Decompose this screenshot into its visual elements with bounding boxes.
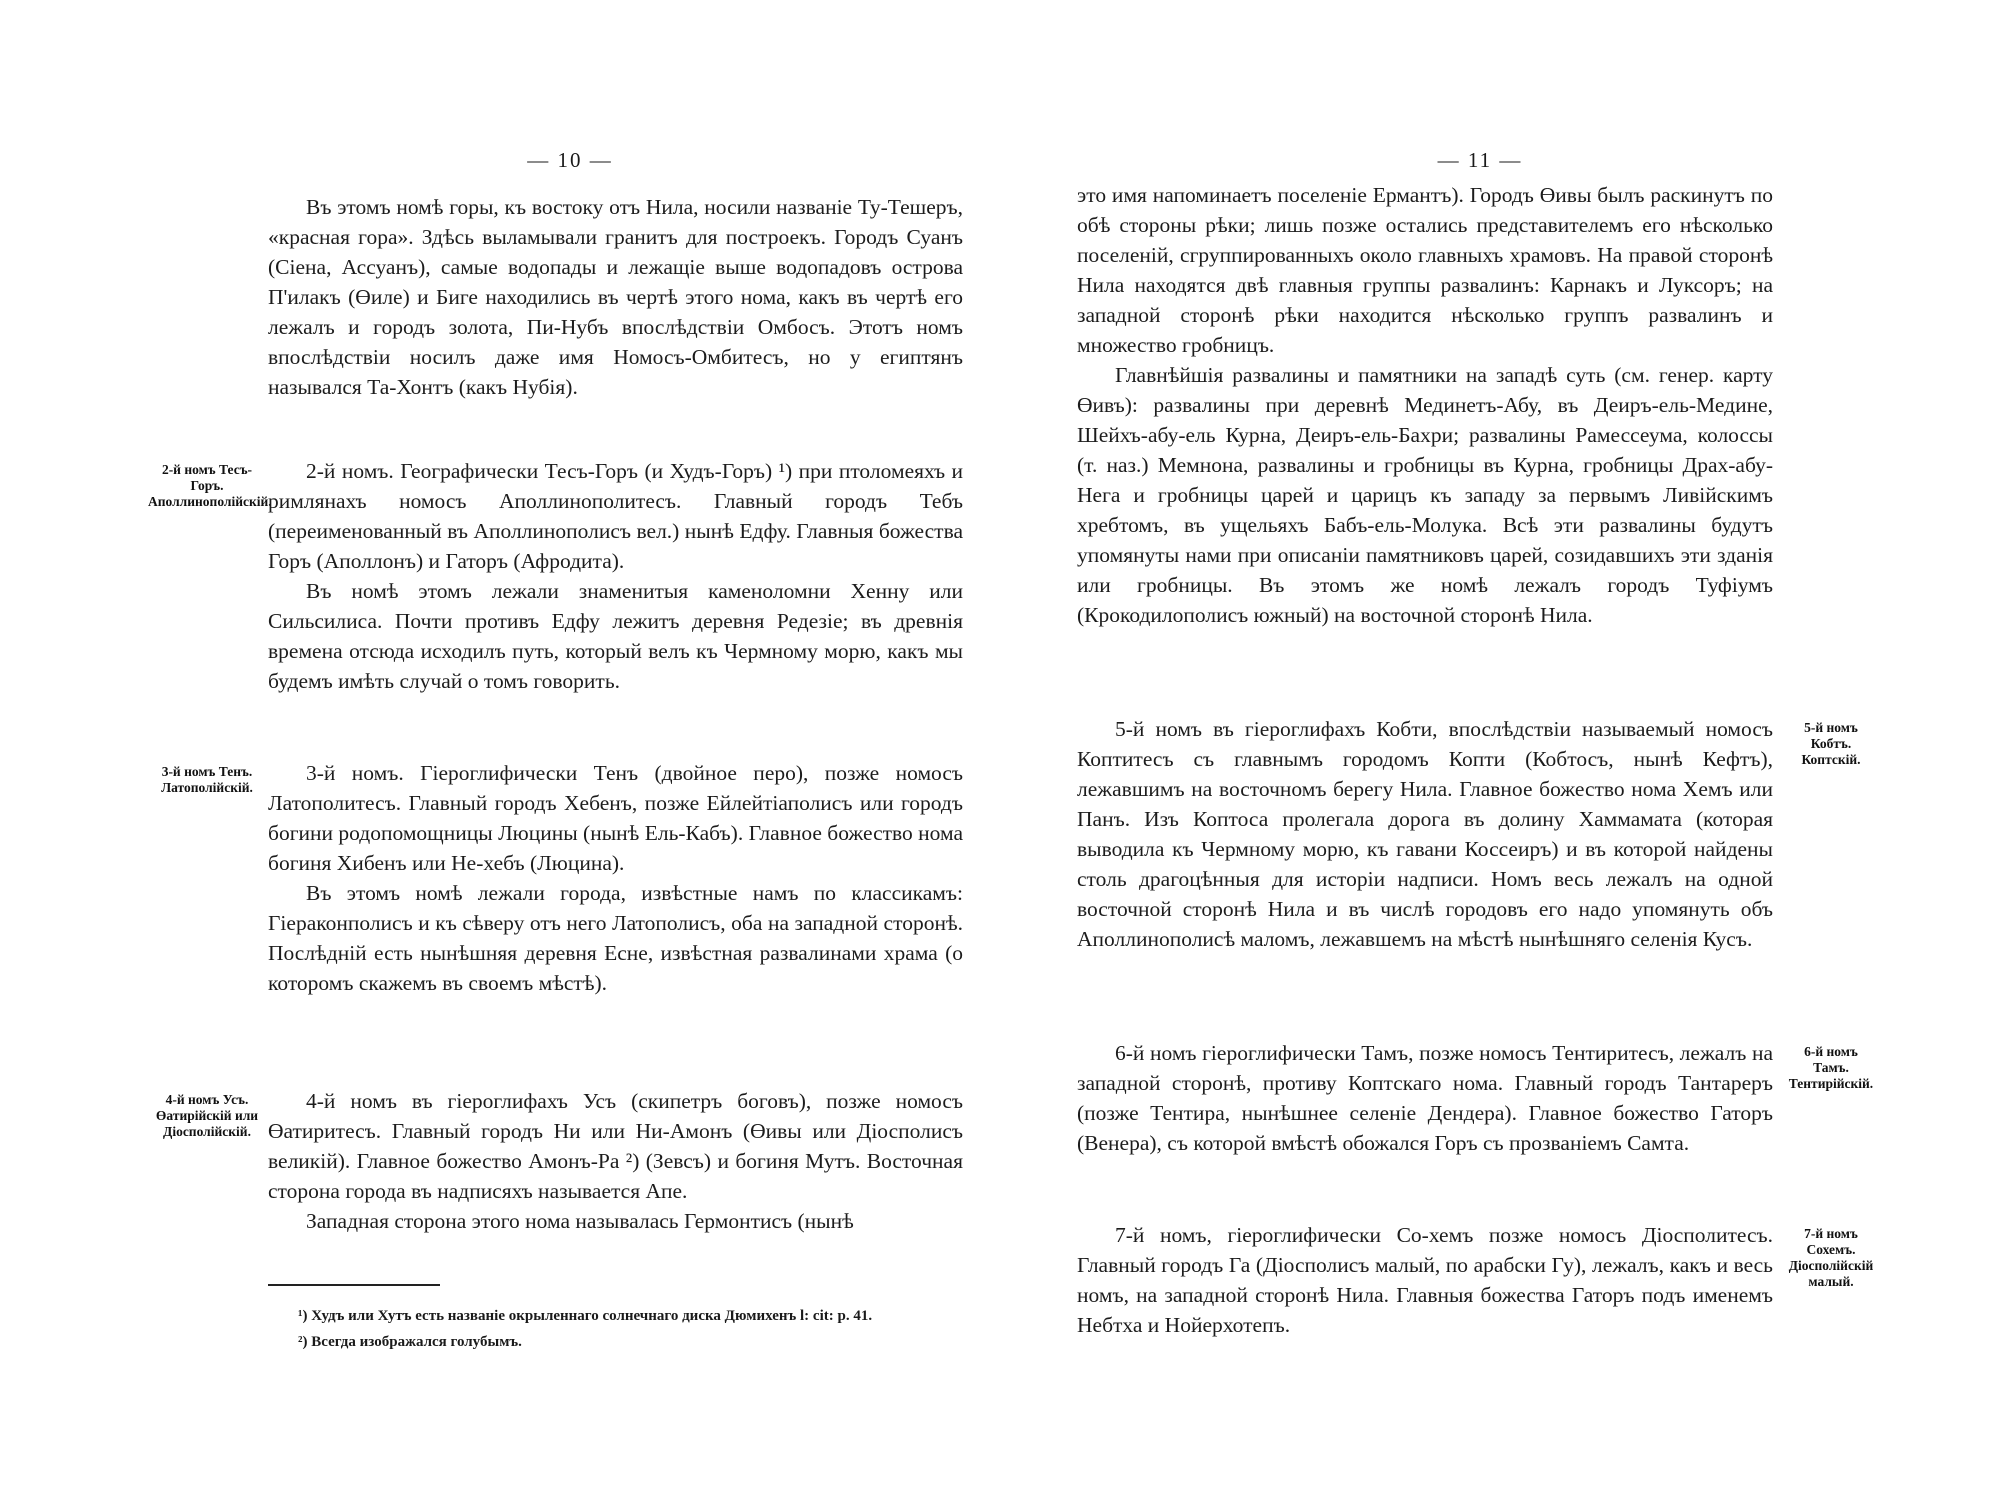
left-section-nome-2 (268, 456, 963, 696)
margin-note-nome-4: 4-й номъ Усъ. Өатирійскій или Діосполійскій. (155, 1092, 259, 1139)
page-number-left: — 10 — (527, 148, 613, 172)
paragraph: Главнѣйшія развалины и памятники на западѣ суть (см. генер. карту Өивъ): развалины при деревнѣ Мединетъ-Абу, въ Деиръ-ель-Медине, Шейхъ-абу-ель Курна, Деиръ-ель-Бахри; развалины Рамессеума, колоссы (т. наз.) Мемнона, развалины и гробницы въ Курна, гробницы Драх-абу-Нега и гробницы царей и царицъ къ западу за первымъ Ливійскимъ хребтомъ, въ ущельяхъ Бабъ-ель-Молука. Всѣ эти развалины будутъ упомянуты нами при описаніи памятниковъ царей, созидавшихъ эти зданія или гробницы. Въ этомъ же номѣ лежалъ городъ Туфіумъ (Крокодилополисъ южный) на восточной сторонѣ Нила. (1077, 363, 1773, 627)
right-section-nome-6 (1077, 1038, 1773, 1158)
left-section-nome-4 (268, 1086, 963, 1236)
paragraph: 7-й номъ, гіероглифически Со-хемъ позже номосъ Діосполитесъ. Главный городъ Га (Діосполисъ малый, по арабски Гу), лежалъ, какъ и весь номъ, на западной сторонѣ Нила. Главныя божества Гаторъ подъ именемъ Небтха и Нойерхотепъ. (1077, 1223, 1773, 1337)
margin-note-nome-5: 5-й номъ Кобтъ. Коптскій. (1801, 720, 1861, 767)
paragraph: 5-й номъ въ гіероглифахъ Кобти, впослѣдствіи называемый номосъ Коптитесъ съ главнымъ городомъ Копти (Кобтосъ, нынѣ Кефтъ), лежавшимъ на восточномъ берегу Нила. Главное божество нома Хемъ или Панъ. Изъ Коптоса пролегала дорога въ долину Хаммамата (которая выводила къ Чермному морю, къ гавани Коссеиръ) и въ которой найдены столь драгоцѣнныя для исторіи надписи. Номъ весь лежалъ на одной восточной сторонѣ Нила и въ числѣ городовъ его надо упомянуть объ Аполлинополисѣ маломъ, лежавшемъ на мѣстѣ нынѣшняго селенія Кусъ. (1077, 717, 1773, 951)
paragraph: 4-й номъ въ гіероглифахъ Усъ (скипетръ боговъ), позже номосъ Өатиритесъ. Главный городъ Ни или Ни-Амонъ (Өивы или Діосполисъ великій). Главное божество Амонъ-Ра ²) (Зевсъ) и богиня Мутъ. Восточная сторона города въ надписяхъ называется Апе. (268, 1089, 963, 1203)
page-number-right: — 11 — (1437, 148, 1523, 172)
left-paragraph-nome-1 (268, 192, 963, 402)
paragraph: это имя напоминаетъ поселеніе Ермантъ). Городъ Өивы былъ раскинутъ по обѣ стороны рѣки; лишь позже остались представителемъ его нѣсколько поселеній, сгруппированныхъ около главныхъ храмовъ. На правой сторонѣ Нила находятся двѣ главныя группы развалинъ: Карнакъ и Луксоръ; на западной сторонѣ рѣки находится нѣсколько группъ развалинъ и множество гробницъ. (1077, 183, 1773, 357)
paragraph: Въ этомъ номѣ горы, къ востоку отъ Нила, носили названіе Ту-Тешеръ, «красная гора». Здѣсь выламывали гранитъ для построекъ. Городъ Суанъ (Сіена, Ассуанъ), самые водопады и лежащіе выше водопадовъ острова П'илакъ (Өиле) и Биге находились въ чертѣ этого нома, какъ въ чертѣ его лежалъ и городъ золота, Пи-Нубъ впослѣдствіи Омбосъ. Этотъ номъ впослѣдствіи носилъ даже имя Номосъ-Омбитесъ, но у египтянъ назывался Та-Хонтъ (какъ Нубія). (268, 195, 963, 399)
margin-note-nome-6: 6-й номъ Тамъ. Тентирійскій. (1788, 1044, 1874, 1091)
paragraph: Въ этомъ номѣ лежали города, извѣстные намъ по классикамъ: Гіераконполисъ и къ сѣверу отъ него Латополисъ, оба на западной сторонѣ. Послѣдній есть нынѣшняя деревня Есне, извѣстная развалинами храма (о которомъ скажемъ въ своемъ мѣстѣ). (268, 881, 963, 995)
margin-note-nome-3: 3-й номъ Тенъ. Латополійскій. (161, 764, 253, 795)
paragraph: Въ номѣ этомъ лежали знаменитыя каменоломни Хенну или Сильсилиса. Почти противъ Едфу лежитъ деревня Редезіе; въ древнія времена отсюда исходилъ путь, который велъ къ Чермному морю, какъ мы будемъ имѣть случай о томъ говорить. (268, 579, 963, 693)
paragraph: 3-й номъ. Гіероглифически Тенъ (двойное перо), позже номосъ Латополитесъ. Главный городъ Хебенъ, позже Ейлейтіаполисъ или городъ богини родопомощницы Люцины (нынѣ Ель-Кабъ). Главное божество нома богиня Хибенъ или Не-хебъ (Люцина). (268, 761, 963, 875)
right-section-nome-5 (1077, 714, 1773, 954)
left-section-nome-3 (268, 758, 963, 998)
paragraph: Западная сторона этого нома называлась Гермонтисъ (нынѣ (306, 1209, 854, 1233)
footnote-2: ²) Всегда изображался голубымъ. (298, 1334, 522, 1350)
footnote-1: ¹) Худъ или Хутъ есть названіе окрыленнаго солнечнаго диска Дюмихенъ l: cit: p. 41. (298, 1308, 873, 1324)
margin-note-nome-7: 7-й номъ Сохемъ. Діосполійскій малый. (1788, 1226, 1874, 1289)
paragraph: 2-й номъ. Географически Тесъ-Горъ (и Худъ-Горъ) ¹) при птоломеяхъ и римлянахъ номосъ Аполлинополитесъ. Главный городъ Тебъ (переименованный въ Аполлинополисъ вел.) нынѣ Едфу. Главныя божества Горъ (Аполлонъ) и Гаторъ (Афродита). (268, 459, 963, 573)
right-section-thebes (1077, 180, 1773, 630)
margin-note-nome-2: 2-й номъ Тесъ-Горъ. Аполлинополійскій. (148, 462, 272, 509)
footnote-rule (268, 1284, 440, 1286)
paragraph: 6-й номъ гіероглифически Тамъ, позже номосъ Тентиритесъ, лежалъ на западной сторонѣ, противу Коптскаго нома. Главный городъ Тантареръ (позже Тентира, нынѣшнее селеніе Дендера). Главное божество Гаторъ (Венера), съ которой вмѣстѣ обожался Горъ съ прозваніемъ Самта. (1077, 1041, 1773, 1155)
right-section-nome-7 (1077, 1220, 1773, 1340)
footnotes (268, 1303, 968, 1355)
right-page (1000, 0, 2000, 1510)
